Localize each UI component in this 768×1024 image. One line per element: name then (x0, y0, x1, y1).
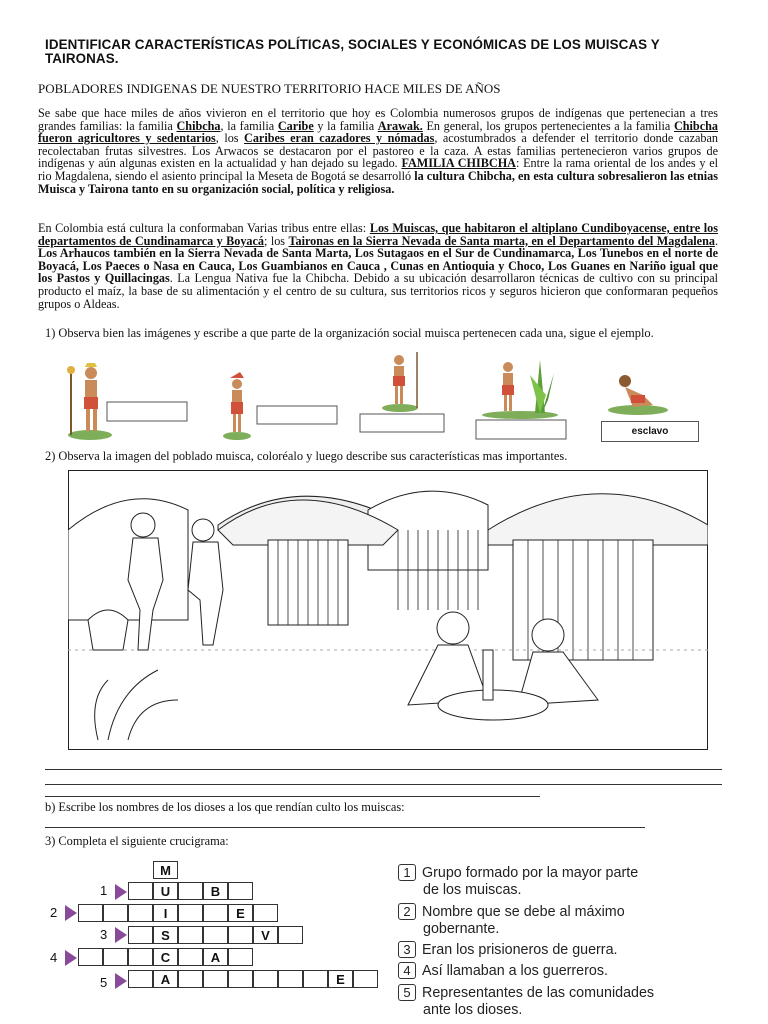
crossword-cell-u[interactable]: U (153, 882, 178, 900)
row-number-3: 3 (100, 927, 108, 942)
crossword-cell[interactable] (78, 904, 103, 922)
crossword-cell[interactable] (128, 926, 153, 944)
figure-farmer (482, 360, 558, 419)
crossword-cell[interactable] (228, 926, 253, 944)
clue-4: 4 Así llamaban a los guerreros. (398, 962, 608, 980)
answer-line-2[interactable] (45, 784, 722, 785)
question-3: 3) Completa el siguiente crucigrama: (45, 834, 229, 848)
crossword-cell[interactable] (353, 970, 378, 988)
answer-line-4[interactable] (45, 827, 645, 828)
crossword-cell-hint-2[interactable]: E (228, 904, 253, 922)
crossword-cell-hint-5[interactable]: E (328, 970, 353, 988)
crossword-cell[interactable] (253, 970, 278, 988)
answer-box-4 (476, 420, 566, 439)
crossword-cell[interactable] (278, 970, 303, 988)
crossword-cell[interactable] (78, 948, 103, 966)
crossword-cell[interactable] (228, 970, 253, 988)
answer-line-1[interactable] (45, 769, 722, 770)
crossword-cell-hint-1[interactable]: B (203, 882, 228, 900)
crossword-cell[interactable] (128, 970, 153, 988)
crossword-cell[interactable] (128, 904, 153, 922)
crossword-cell-s[interactable]: S (153, 926, 178, 944)
crossword-cell[interactable] (128, 882, 153, 900)
crossword-cell[interactable] (203, 904, 228, 922)
crossword-cell-m[interactable]: M (153, 861, 178, 879)
tribes-paragraph: En Colombia está cultura la conformaban Varias tribus entre ellas: Los Muiscas, que habitaron el altiplano Cundiboyacense, entre los departamentos de Cundinamarca y Boyacá; los Taironas en la Sierra Nevada de Santa marta, en el Departamento del Magdalena. Los Arhaucos también en la Sierra Nevada de Santa Marta, Los Sutagaos en el Sur de Cundinamarca, Los Tunebos en el norte de Boyacá, Los Paeces o Nasa en Cauca, Los Guambianos en Cauca , Cunas en Antioquia y Choco, Los Guanes en Nariño igual que los Pastos y Quillacingas. La Lengua Nativa fue la Chibcha. Debido a su ubicación desarrollaron técnicas de cultivo con su principal producto el maíz, la base de su alimentación y el centro de su cultura, sus territorios ricos y seguros hicieron que conformaran pequeños grupos o Aldeas. (38, 221, 719, 311)
figure-priest (223, 372, 251, 440)
crossword-cell[interactable] (128, 948, 153, 966)
question-1: 1) Observa bien las imágenes y escribe a que parte de la organización social muisca pertenecen cada una, sigue el ejemplo. (45, 326, 654, 340)
answer-box-3 (360, 414, 444, 432)
example-answer-box: esclavo (601, 421, 699, 442)
row-number-5: 5 (100, 975, 108, 990)
crossword-cell[interactable] (253, 904, 278, 922)
crossword-cell[interactable] (178, 904, 203, 922)
clue-2: 2 Nombre que se debe al máximo gobernante. (398, 903, 625, 938)
clue-5: 5 Representantes de las comunidades ante los dioses. (398, 984, 654, 1019)
arrow-right-icon (114, 883, 128, 901)
arrow-right-icon (114, 972, 128, 990)
crossword-cell[interactable] (103, 948, 128, 966)
arrow-right-icon (64, 904, 78, 922)
crossword-cell[interactable] (303, 970, 328, 988)
clue-1: 1 Grupo formado por la mayor parte de los muiscas. (398, 864, 638, 899)
crossword-cell[interactable] (103, 904, 128, 922)
muisca-village-illustration (68, 470, 708, 750)
crossword-cell[interactable] (203, 970, 228, 988)
figure-slave (608, 375, 668, 415)
crossword-cell[interactable] (278, 926, 303, 944)
figure-chief (67, 363, 112, 440)
crossword-cell[interactable] (178, 970, 203, 988)
crossword-cell-c[interactable]: C (153, 948, 178, 966)
row-number-4: 4 (50, 950, 58, 965)
row-number-1: 1 (100, 883, 108, 898)
crossword-cell[interactable] (178, 948, 203, 966)
crossword-cell[interactable] (203, 926, 228, 944)
crossword-cell[interactable] (228, 948, 253, 966)
intro-paragraph: Se sabe que hace miles de años vivieron en el territorio que hoy es Colombia numerosos grupos de indígenas que pertenecian a tres grandes familias: la familia Chibcha, la familia Caribe y la familia Arawak. En general, los grupos pertenecientes a la familia Chibcha fueron agricultores y sedentarios, los Caribes eran cazadores y nómadas, acostumbrados a defender el territorio donde cazaban recolectaban frutas silvestres. Los Arwacos se destacaron por el pastoreo e la caza. A estas familias pertenecieron varios grupos de indígenas y aún algunas existen en la actualidad y han dejado su legado. FAMILIA CHIBCHA: Entre la rama oriental de los andes y el rio Magdalena, siendo el asiento principal la Meseta de Bogotá se desarrolló la cultura Chibcha, en esta cultura sobresalieron las etnias Muisca y Tairona tanto en su organización social, política y religiosa. (38, 106, 718, 196)
row-number-2: 2 (50, 905, 58, 920)
arrow-right-icon (114, 926, 128, 944)
crossword-cell-hint-4[interactable]: A (203, 948, 228, 966)
answer-box-1 (107, 402, 187, 421)
section-subtitle: POBLADORES INDIGENAS DE NUESTRO TERRITORIO HACE MILES DE AÑOS (38, 81, 501, 96)
crossword-cell[interactable] (178, 882, 203, 900)
question-b: b) Escribe los nombres de los dioses a los que rendían culto los muiscas: (45, 800, 405, 814)
crossword-cell-hint-3[interactable]: V (253, 926, 278, 944)
crossword-cell[interactable] (228, 882, 253, 900)
answer-line-3[interactable] (45, 796, 540, 797)
crossword-cell-i[interactable]: I (153, 904, 178, 922)
crossword-cell-a[interactable]: A (153, 970, 178, 988)
question-2: 2) Observa la imagen del poblado muisca, coloréalo y luego describe sus características mas importantes. (45, 449, 568, 463)
figure-warrior (382, 350, 419, 412)
page-title: IDENTIFICAR CARACTERÍSTICAS POLÍTICAS, SOCIALES Y ECONÓMICAS DE LOS MUISCAS Y TAIRONAS. (45, 37, 660, 66)
clue-3: 3 Eran los prisioneros de guerra. (398, 941, 618, 959)
answer-box-2 (257, 406, 337, 424)
arrow-right-icon (64, 949, 78, 967)
crossword-cell[interactable] (178, 926, 203, 944)
